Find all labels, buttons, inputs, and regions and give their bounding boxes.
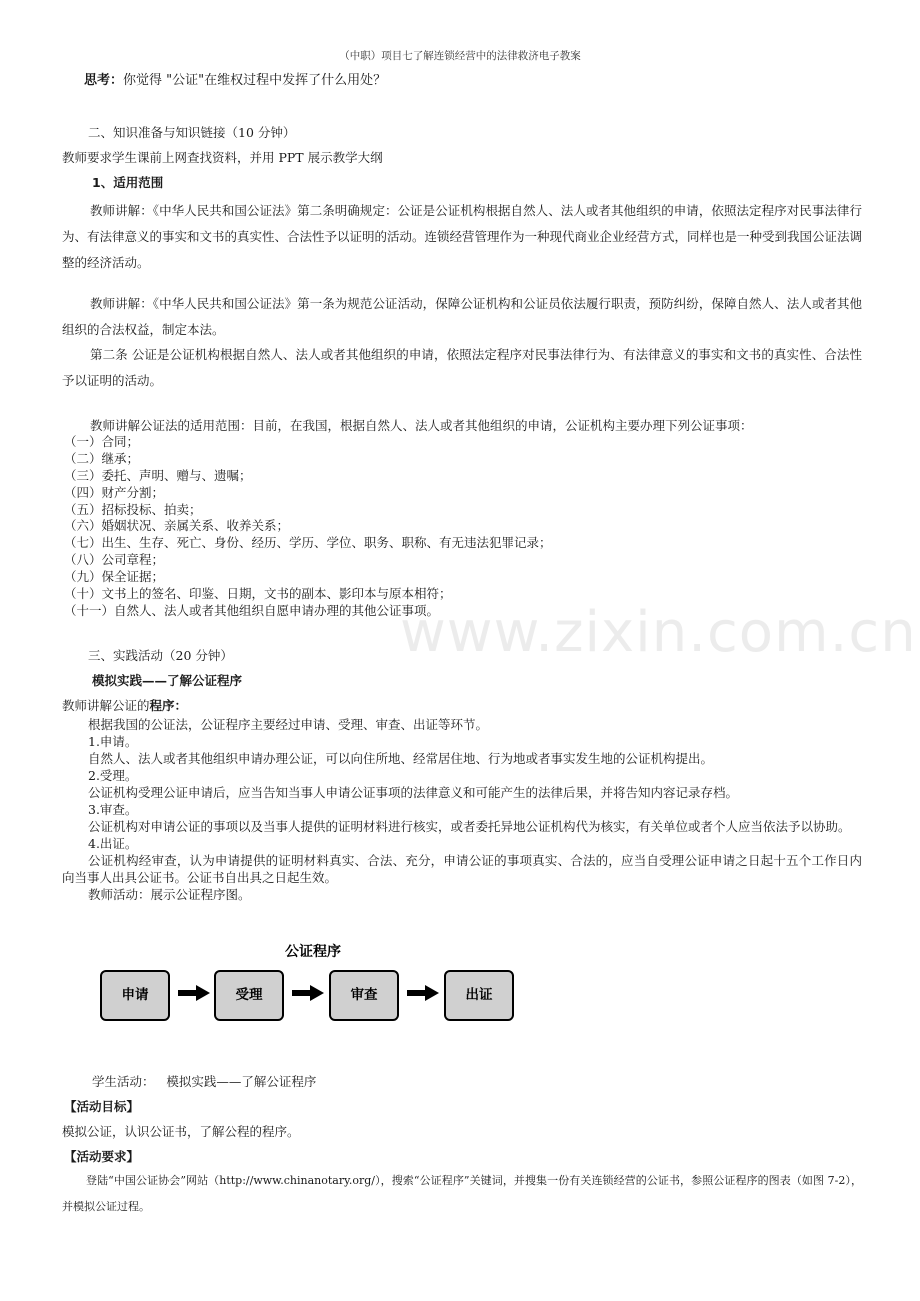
section2-title: 二、知识准备与知识链接（10 分钟）: [88, 125, 296, 140]
step-box-apply: 申请: [100, 970, 170, 1021]
list-item: （五）招标投标、拍卖；: [64, 501, 202, 517]
list-item: （十）文书上的签名、印鉴、日期，文书的副本、影印本与原本相符；: [64, 586, 452, 602]
procedure-line: 根据我国的公证法，公证程序主要经过申请、受理、审查、出证等环节。: [88, 717, 489, 732]
procedure-lead-bold: 程序：: [149, 698, 188, 713]
step-box-issue: 出证: [444, 970, 514, 1021]
arrow-right-icon: [292, 985, 324, 1001]
notary-procedure-diagram: [100, 930, 520, 1025]
procedure-line: 2.受理。: [88, 768, 138, 783]
procedure-line: 自然人、法人或者其他组织申请办理公证，可以向住所地、经常居住地、行为地或者事实发生地的公证机构提出。: [88, 751, 714, 766]
list-item: （二）继承；: [64, 450, 140, 466]
requirement-label: 【活动要求】: [64, 1149, 140, 1164]
goal-text: 模拟公证，认识公证书，了解公程的程序。: [62, 1124, 300, 1139]
notary-items-list: [64, 434, 864, 620]
arrow-right-icon: [178, 985, 210, 1001]
page-header: （中职）项目七了解连锁经营中的法律救济电子教案: [339, 50, 581, 62]
step-box-review: 审查: [329, 970, 399, 1021]
requirement-text: 登陆“中国公证协会”网站（http://www.chinanotary.org/），搜索“公证程序”关键词，并搜集一份有关连锁经营的公证书，参照公证程序的图表（如图 7-2），并模拟公证过程。: [62, 1174, 862, 1213]
paragraph-4: 教师讲解公证法的适用范围：目前，在我国，根据自然人、法人或者其他组织的申请，公证机构主要办理下列公证事项：: [90, 418, 753, 433]
list-item: （一）合同；: [64, 434, 140, 449]
procedure-lead: [62, 696, 187, 714]
procedure-line: 3.审查。: [88, 802, 138, 817]
review-text: 公证机构对申请公证的事项以及当事人提供的证明材料进行核实，或者委托异地公证机构代为核实，有关单位或者个人应当依法予以协助。: [88, 819, 851, 834]
list-item: （九）保全证据；: [64, 569, 165, 585]
watermark: www.zixin.com.cn: [400, 600, 917, 665]
think-text: 你觉得 "公证"在维权过程中发挥了什么用处？: [123, 73, 387, 88]
issue-text: 公证机构经审查，认为申请提供的证明材料真实、合法、充分，申请公证的事项真实、合法的，应当自受理公证申请之日起十五个工作日内向当事人出具公证书。公证书自出具之日起生效。: [62, 853, 862, 885]
section2-intro: 教师要求学生课前上网查找资料，并用 PPT 展示教学大纲: [62, 150, 383, 165]
paragraph-2: 教师讲解：《中华人民共和国公证法》第一条为规范公证活动，保障公证机构和公证员依法履行职责，预防纠纷，保障自然人、法人或者其他组织的合法权益，制定本法。: [62, 296, 862, 337]
procedure-lead-text: 教师讲解公证的: [62, 698, 150, 713]
list-item: （三）委托、声明、赠与、遗嘱；: [64, 467, 252, 483]
think-question: [84, 69, 386, 88]
list-item: （八）公司章程；: [64, 552, 165, 568]
list-item: （四）财产分割；: [64, 484, 165, 500]
student-activity: 学生活动： 模拟实践——了解公证程序: [92, 1074, 317, 1089]
section3-title: 三、实践活动（20 分钟）: [88, 648, 233, 663]
list-item: （六）婚姻状况、亲属关系、收养关系；: [64, 518, 290, 534]
procedure-line: 1.申请。: [88, 734, 138, 749]
think-label: 思考：: [84, 73, 124, 88]
goal-label: 【活动目标】: [64, 1099, 140, 1114]
step-box-accept: 受理: [214, 970, 284, 1021]
procedure-line: 公证机构受理公证申请后，应当告知当事人申请公证事项的法律意义和可能产生的法律后果，并将告知内容记录存档。: [88, 785, 739, 800]
paragraph-1: 教师讲解：《中华人民共和国公证法》第二条明确规定：公证是公证机构根据自然人、法人或者其他组织的申请，依照法定程序对民事法律行为、有法律意义的事实和文书的真实性、合法性予以证明的活动。连锁经营管理作为一种现代商业企业经营方式，同样也是一种受到我国公证法调整的经济活动。: [62, 203, 863, 270]
scope-title: 1、适用范围: [92, 175, 164, 190]
list-item: （十一）自然人、法人或者其他组织自愿申请办理的其他公证事项。: [64, 602, 440, 618]
procedure-line: 4.出证。: [88, 836, 138, 851]
teacher-activity: 教师活动：展示公证程序图。: [88, 887, 251, 902]
procedure-steps: [62, 716, 862, 903]
section3-subtitle: 模拟实践——了解公证程序: [92, 673, 243, 688]
list-item: （七）出生、生存、死亡、身份、经历、学历、学位、职务、职称、有无违法犯罪记录；: [64, 535, 552, 551]
arrow-right-icon: [407, 985, 439, 1001]
paragraph-3: 第二条 公证是公证机构根据自然人、法人或者其他组织的申请，依照法定程序对民事法律行为、有法律意义的事实和文书的真实性、合法性予以证明的活动。: [62, 347, 862, 388]
diagram-title: 公证程序: [250, 932, 376, 968]
